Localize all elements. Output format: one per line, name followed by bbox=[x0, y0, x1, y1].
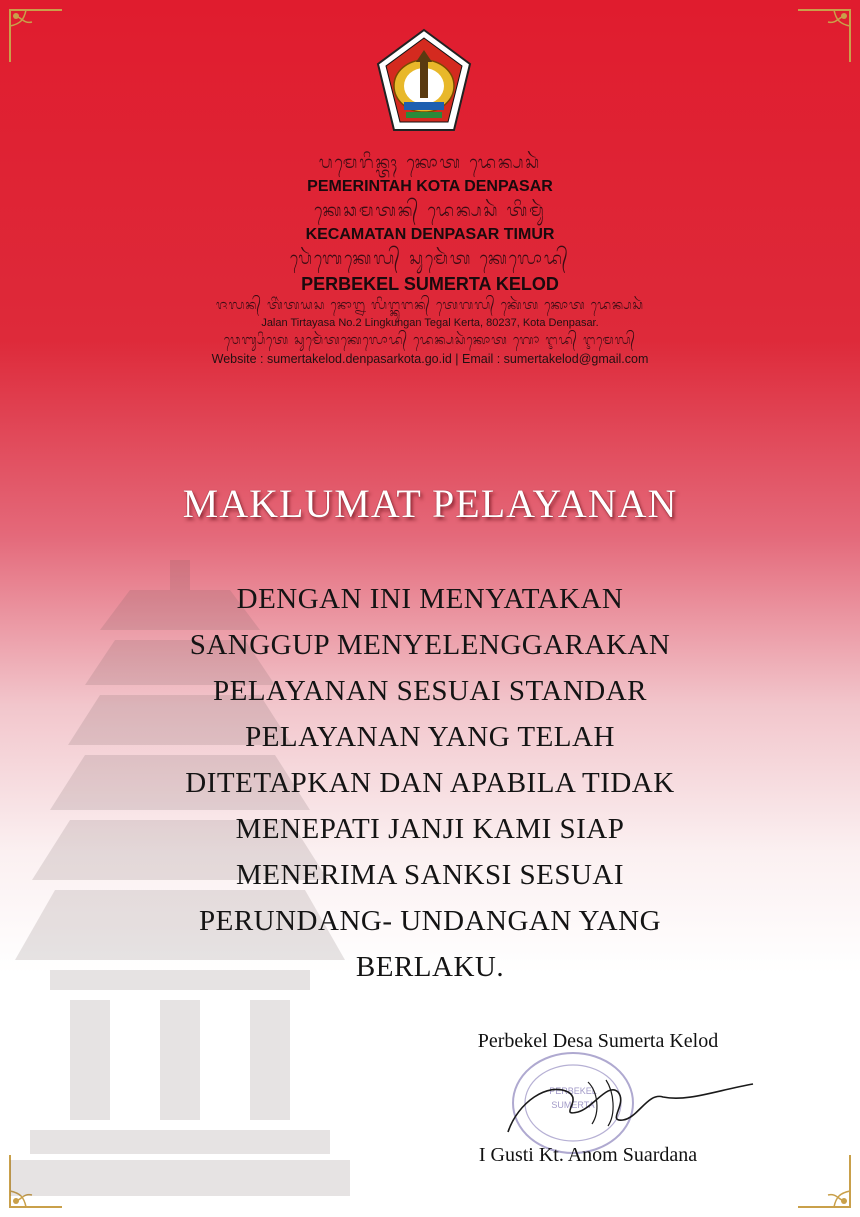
office-address: Jalan Tirtayasa No.2 Lingkungan Tegal Kerta, 80237, Kota Denpasar. bbox=[261, 317, 599, 329]
balinese-script-village: ᬧᬾᬃᬩᬾᬓᬾᬮ᭄ ᬲᬸᬫᬾᬃᬢ ᬓᬾᬮᭀᬤ᭄ bbox=[290, 249, 570, 269]
letterhead bbox=[0, 150, 860, 368]
statement-line: MENERIMA SANKSI SESUAI bbox=[235, 859, 625, 891]
document-title: MAKLUMAT PELAYANAN bbox=[182, 481, 678, 526]
statement-line: MENEPATI JANJI KAMI SIAP bbox=[235, 813, 625, 845]
svg-text:PERBEKEL: PERBEKEL bbox=[549, 1086, 597, 1096]
svg-text:SUMERTA: SUMERTA bbox=[551, 1100, 595, 1110]
statement-line: PELAYANAN YANG TELAH bbox=[245, 721, 615, 753]
village-name: PERBEKEL SUMERTA KELOD bbox=[301, 274, 559, 294]
signature-icon bbox=[488, 1062, 758, 1142]
statement-line: PELAYANAN SESUAI STANDAR bbox=[213, 675, 647, 707]
statement-line: DITETAPKAN DAN APABILA TIDAK bbox=[185, 767, 675, 799]
corner-ornament-icon bbox=[794, 1151, 854, 1211]
corner-ornament-icon bbox=[6, 6, 66, 66]
website-email: Website : sumertakelod.denpasarkota.go.id | Email : sumertakelod@gmail.com bbox=[211, 352, 649, 366]
balinese-script-government: ᬧᬫᬾᬭᬶᬦ᭄ᬢᬄ ᬓᭀᬢ ᬤᬾᬦ᭄ᬧᬲᬃ bbox=[318, 153, 542, 173]
service-statement bbox=[150, 576, 710, 990]
denpasar-emblem-icon bbox=[376, 28, 472, 134]
government-name: PEMERINTAH KOTA DENPASAR bbox=[307, 178, 553, 195]
balinese-script-district: ᬓᬾᬘᬫᬢᬦ᭄ ᬤᬾᬦ᭄ᬧᬲᬃ ᬢᬶᬫᬸᬃ bbox=[314, 201, 546, 221]
statement-line: PERUNDANG- UNDANGAN YANG bbox=[198, 905, 662, 937]
balinese-script-address: ᬚᬮᬦ᭄ ᬢᬶᬃᬢᬬᬲ ᬦᭀ᭒ ᬮᬶᬗ᭄ᬓᬸᬗᬦ᭄ ᬢᬾᬕᬮ᭄ ᬓᬾᬃᬢ ᬓᭀᬢ ᬤᬾᬦ᭄ᬧᬲᬃ bbox=[216, 298, 644, 313]
corner-ornament-icon bbox=[794, 6, 854, 66]
balinese-script-web: ᬯᬾᬩ᭄ᬲᬶᬢᬾ ᬲᬸᬫᬾᬃᬢᬓᬾᬮᭀᬤ᭄ ᬤᬾᬦ᭄ᬧᬲᬃᬓᭀᬢ ᬕᭀ ᬇᬤ᭄ ᬇᬫᬾᬮ᭄ bbox=[223, 333, 637, 348]
statement-line: BERLAKU. bbox=[355, 951, 505, 983]
signatory-name: I Gusti Kt. Anom Suardana bbox=[478, 1144, 698, 1166]
signatory-title: Perbekel Desa Sumerta Kelod bbox=[477, 1030, 719, 1052]
statement-line: DENGAN INI MENYATAKAN bbox=[236, 583, 624, 615]
district-name: KECAMATAN DENPASAR TIMUR bbox=[305, 226, 555, 243]
statement-line: SANGGUP MENYELENGGARAKAN bbox=[189, 629, 671, 661]
